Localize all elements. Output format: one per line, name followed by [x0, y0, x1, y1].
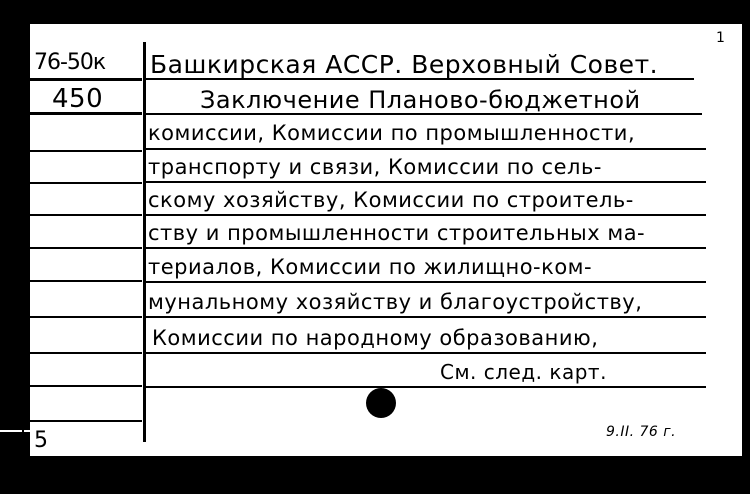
left-rule-code: [30, 78, 142, 81]
card-line-9: Комиссии по народному образованию,: [152, 326, 599, 350]
text-rule: [146, 316, 706, 318]
text-rule: [146, 181, 706, 183]
text-rule: [146, 281, 706, 283]
vertical-rule: [143, 42, 146, 442]
scan-border-left: [0, 0, 30, 494]
see-next-card-note: См. след. карт.: [440, 360, 607, 384]
text-rule: [146, 352, 706, 354]
scan-border-right: [742, 0, 750, 494]
left-rule: [30, 214, 142, 216]
left-rule: [30, 385, 142, 387]
card-line-7: териалов, Комиссии по жилищно-ком-: [148, 255, 593, 279]
left-rule: [30, 420, 142, 422]
punch-hole: [366, 388, 396, 418]
text-rule: [146, 247, 706, 249]
left-rule: [30, 316, 142, 318]
card-line-3: комиссии, Комиссии по промышленности,: [148, 121, 636, 145]
date-note: 9.II. 76 г.: [606, 424, 677, 440]
left-rule: [30, 182, 142, 184]
left-tick-vertical: [22, 420, 24, 450]
card-line-2: Заключение Планово-бюджетной: [200, 86, 641, 114]
catalog-code: 76-50к: [34, 50, 106, 75]
bottom-mark: 5: [34, 428, 49, 453]
scan-border-top: [0, 0, 750, 24]
text-rule: [146, 148, 706, 150]
card-line-8: мунальному хозяйству и благоустройству,: [148, 290, 643, 314]
card-line-4: транспорту и связи, Комиссии по сель-: [148, 155, 602, 179]
text-rule: [146, 386, 706, 388]
card-line-1: Башкирская АССР. Верховный Совет.: [150, 50, 659, 79]
scan-border-bottom: [0, 456, 750, 494]
catalog-number: 450: [52, 84, 104, 114]
card-line-6: ству и промышленности строительных ма-: [148, 221, 646, 245]
left-rule: [30, 352, 142, 354]
left-rule: [30, 280, 142, 282]
text-rule: [146, 214, 706, 216]
left-rule: [30, 150, 142, 152]
left-rule: [30, 247, 142, 249]
card-line-5: скому хозяйству, Комиссии по строитель-: [148, 188, 634, 212]
corner-mark: 1: [716, 30, 726, 46]
